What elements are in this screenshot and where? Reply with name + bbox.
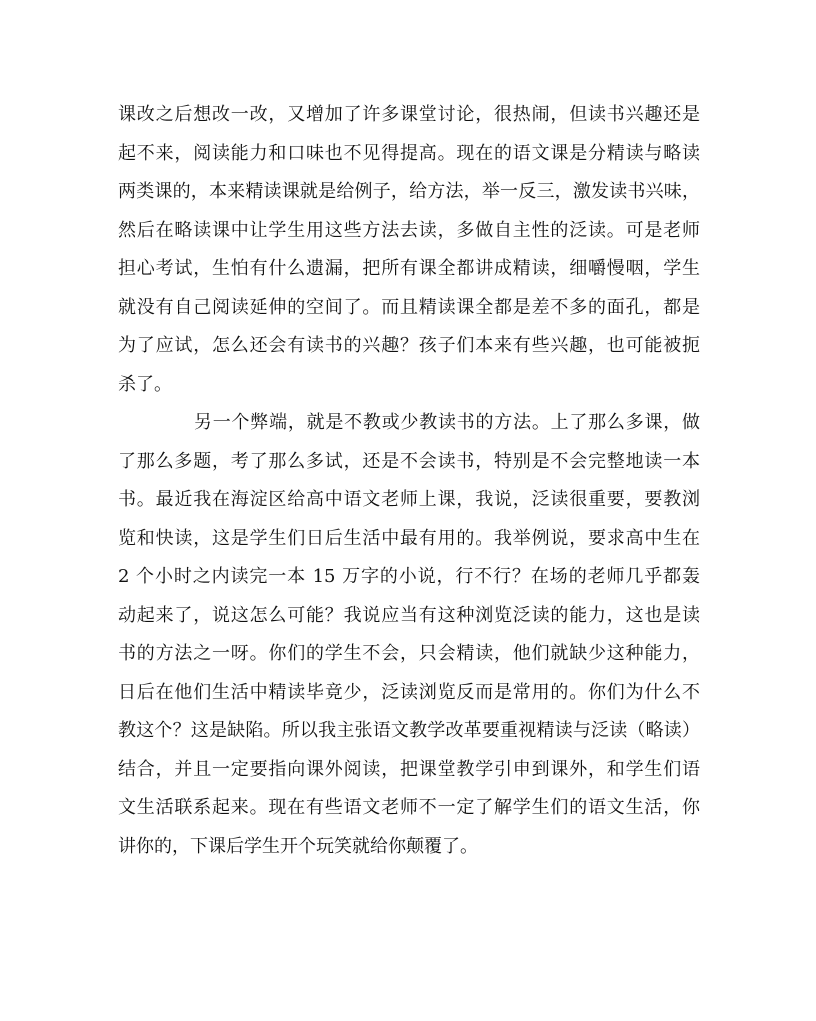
text-line: 书。最近我在海淀区给高中语文老师上课，我说，泛读很重要，要教浏 [118,489,700,510]
text-line: 杀了。 [118,373,172,395]
text-line: 教这个？这是缺陷。所以我主张语文教学改革要重视精读与泛读（略读） [118,720,700,741]
text-line: 为了应试，怎么还会有读书的兴趣？孩子们本来有些兴趣，也可能被扼 [118,335,700,356]
text-line: 起不来，阅读能力和口味也不见得提高。现在的语文课是分精读与略读 [118,142,700,164]
text-line: 览和快读，这是学生们日后生活中最有用的。我举例说，要求高中生在 [118,527,700,549]
text-line: 日后在他们生活中精读毕竟少，泛读浏览反而是常用的。你们为什么不 [118,681,700,703]
text-line: 2 个小时之内读完一本 15 万字的小说，行不行？在场的老师几乎都轰 [118,566,700,587]
text-line: 课改之后想改一改，又增加了许多课堂讨论，很热闹，但读书兴趣还是 [118,104,700,125]
document-body [118,96,700,866]
text-line: 讲你的，下课后学生开个玩笑就给你颠覆了。 [118,835,478,857]
text-line: 两类课的，本来精读课就是给例子，给方法，举一反三，激发读书兴味， [118,181,700,202]
text-line: 书的方法之一呀。你们的学生不会，只会精读，他们就缺少这种能力， [118,643,700,664]
text-line: 担心考试，生怕有什么遗漏，把所有课全都讲成精读，细嚼慢咽，学生 [118,258,700,279]
text-line: 动起来了，说这怎么可能？我说应当有这种浏览泛读的能力，这也是读 [118,604,700,626]
text-line: 文生活联系起来。现在有些语文老师不一定了解学生们的语文生活，你 [118,797,700,818]
text-line: 结合，并且一定要指向课外阅读，把课堂教学引申到课外，和学生们语 [118,758,700,780]
text-line: 另一个弊端，就是不教或少教读书的方法。上了那么多课，做 [194,412,700,433]
paragraph-2 [118,404,700,866]
text-line: 就没有自己阅读延伸的空间了。而且精读课全都是差不多的面孔，都是 [118,296,700,318]
text-line: 然后在略读课中让学生用这些方法去读，多做自主性的泛读。可是老师 [118,219,700,241]
paragraph-1 [118,96,700,404]
text-line: 了那么多题，考了那么多试，还是不会读书，特别是不会完整地读一本 [118,450,700,472]
